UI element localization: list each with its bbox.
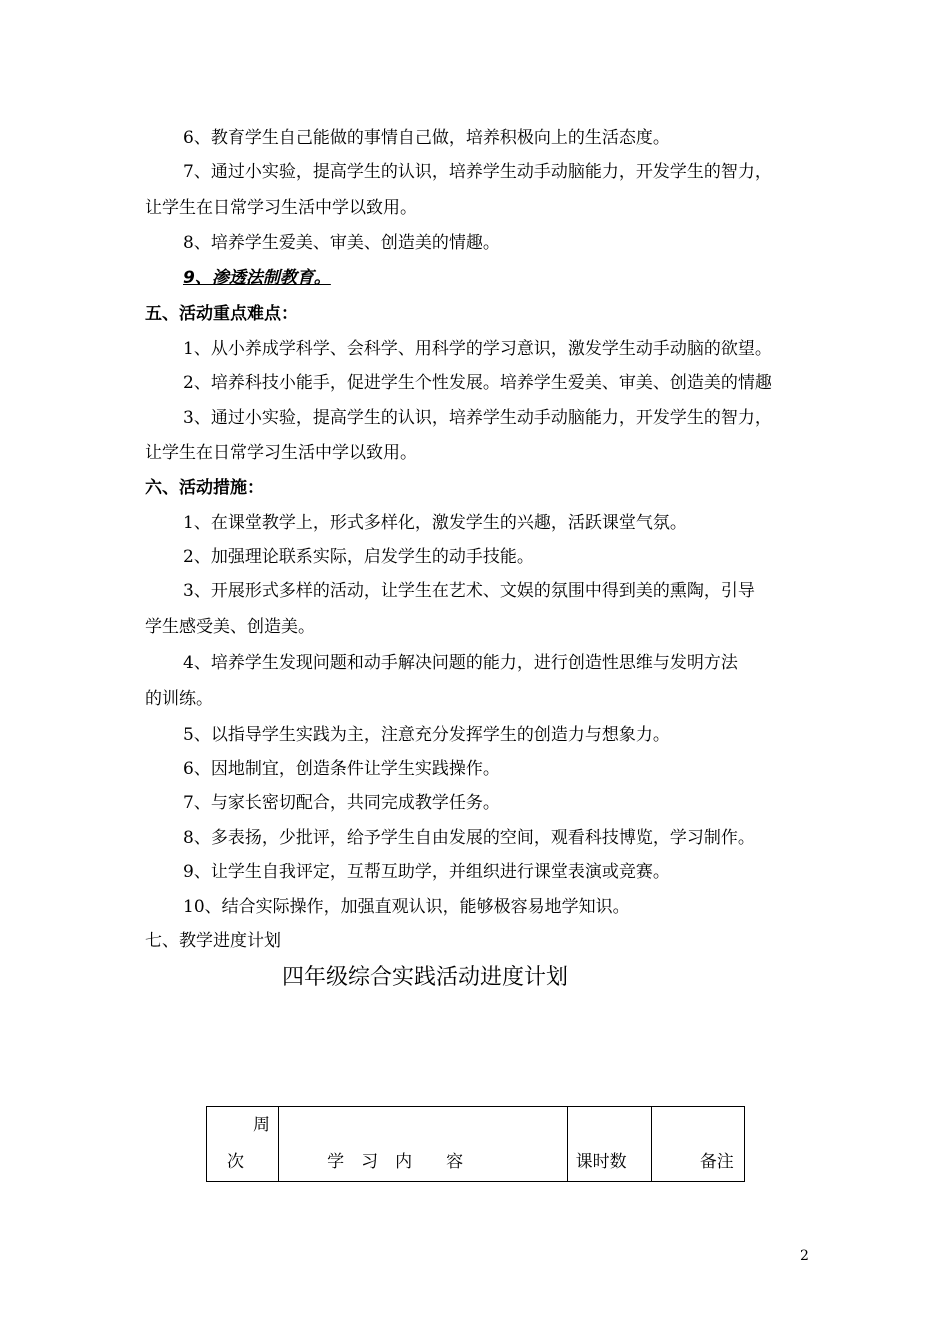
header-cell-content bbox=[279, 1107, 568, 1182]
section-6-item-3-line-1: 3、开展形式多样的活动，让学生在艺术、文娱的氛围中得到美的熏陶，引导 bbox=[183, 581, 755, 601]
section-6-item-6: 6、因地制宜，创造条件让学生实践操作。 bbox=[183, 759, 500, 779]
section-5-item-3-line-2: 让学生在日常学习生活中学以致用。 bbox=[145, 443, 417, 463]
paragraph-6: 6、教育学生自己能做的事情自己做，培养积极向上的生活态度。 bbox=[183, 128, 670, 148]
header-notes: 备注 bbox=[699, 1152, 734, 1172]
section-6-item-3-line-2: 学生感受美、创造美。 bbox=[145, 617, 315, 637]
header-cell-week bbox=[207, 1107, 279, 1182]
section-5-item-2: 2、培养科技小能手，促进学生个性发展。培养学生爱美、审美、创造美的情趣 bbox=[183, 373, 772, 393]
section-6-heading: 六、活动措施： bbox=[145, 478, 264, 498]
section-6-item-5: 5、以指导学生实践为主，注意充分发挥学生的创造力与想象力。 bbox=[183, 725, 670, 745]
section-5-item-3-line-1: 3、通过小实验，提高学生的认识，培养学生动手动脑能力，开发学生的智力， bbox=[183, 408, 772, 428]
header-cell-notes bbox=[651, 1107, 744, 1182]
table-header-row bbox=[207, 1107, 745, 1182]
section-6-item-2: 2、加强理论联系实际，启发学生的动手技能。 bbox=[183, 547, 534, 567]
section-6-item-9: 9、让学生自我评定，互帮互助学，并组织进行课堂表演或竞赛。 bbox=[183, 862, 670, 882]
header-hours: 课时数 bbox=[575, 1152, 627, 1172]
schedule-table bbox=[206, 1106, 745, 1182]
table-title: 四年级综合实践活动进度计划 bbox=[282, 965, 569, 990]
section-5-item-1: 1、从小养成学科学、会科学、用科学的学习意识，激发学生动手动脑的欲望。 bbox=[183, 339, 772, 359]
paragraph-7-line-2: 让学生在日常学习生活中学以致用。 bbox=[145, 198, 417, 218]
section-5-heading: 五、活动重点难点： bbox=[145, 304, 298, 324]
section-6-item-4-line-1: 4、培养学生发现问题和动手解决问题的能力，进行创造性思维与发明方法 bbox=[183, 653, 738, 673]
section-6-item-4-line-2: 的训练。 bbox=[145, 689, 213, 709]
section-6-item-1: 1、在课堂教学上，形式多样化，激发学生的兴趣，活跃课堂气氛。 bbox=[183, 513, 687, 533]
header-cell-hours bbox=[567, 1107, 651, 1182]
paragraph-8: 8、培养学生爱美、审美、创造美的情趣。 bbox=[183, 233, 500, 253]
header-week-top: 周 bbox=[253, 1115, 270, 1135]
section-7-heading: 七、教学进度计划 bbox=[145, 931, 281, 951]
paragraph-7-line-1: 7、通过小实验，提高学生的认识，培养学生动手动脑能力，开发学生的智力， bbox=[183, 162, 772, 182]
section-6-item-10: 10、结合实际操作，加强直观认识，能够极容易地学知识。 bbox=[183, 897, 630, 917]
paragraph-9: 9、渗透法制教育。 bbox=[183, 268, 331, 288]
header-content: 学 习 内 容 bbox=[327, 1152, 464, 1172]
section-6-item-8: 8、多表扬，少批评，给予学生自由发展的空间，观看科技博览，学习制作。 bbox=[183, 828, 755, 848]
page-number: 2 bbox=[800, 1248, 809, 1264]
section-6-item-7: 7、与家长密切配合，共同完成教学任务。 bbox=[183, 793, 500, 813]
header-week-bottom: 次 bbox=[227, 1152, 244, 1172]
